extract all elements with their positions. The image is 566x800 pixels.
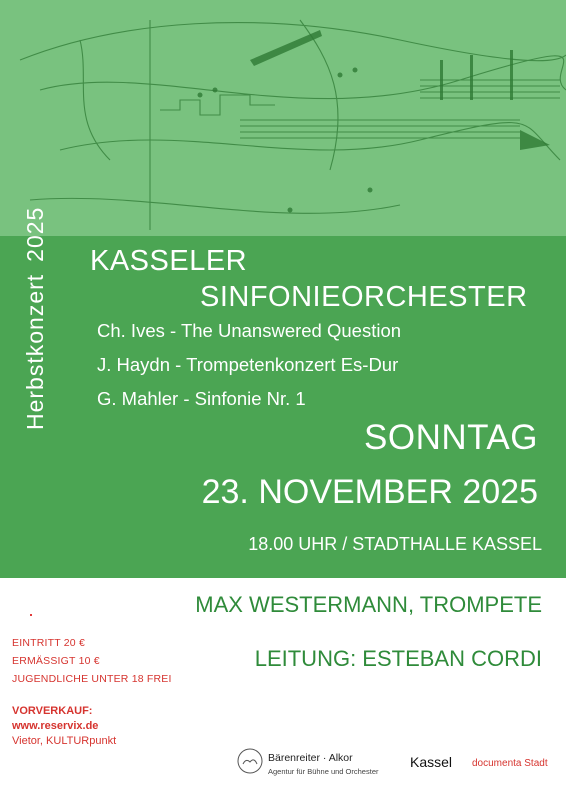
vertical-year: 2025 bbox=[22, 206, 48, 262]
program-item: J. Haydn - Trompetenkonzert Es-Dur bbox=[97, 354, 399, 375]
score-background bbox=[0, 0, 566, 236]
barenreiter-logo-icon bbox=[236, 747, 264, 775]
documenta-stadt-logo: documenta Stadt bbox=[472, 758, 548, 769]
decorative-dot bbox=[30, 614, 32, 616]
title-line-1: KASSELER bbox=[90, 245, 248, 277]
ticket-price-line: JUGENDLICHE UNTER 18 FREI bbox=[12, 673, 172, 685]
kassel-logo: Kassel bbox=[410, 754, 453, 770]
presale-label: VORVERKAUF: bbox=[12, 705, 93, 717]
title-line-2: SINFONIEORCHESTER bbox=[200, 281, 528, 313]
soloist: MAX WESTERMANN, TROMPETE bbox=[195, 592, 542, 617]
event-time-venue: 18.00 UHR / STADTHALLE KASSEL bbox=[248, 534, 542, 554]
event-date: 23. NOVEMBER 2025 bbox=[201, 473, 538, 511]
herbstkonzert-vertical bbox=[22, 207, 49, 430]
program-item: G. Mahler - Sinfonie Nr. 1 bbox=[97, 388, 306, 409]
barenreiter-subtitle: Agentur für Bühne und Orchester bbox=[268, 767, 379, 776]
presale-url[interactable]: www.reservix.de bbox=[12, 720, 99, 732]
ticket-price-line: ERMÄSSIGT 10 € bbox=[12, 655, 100, 667]
event-day: SONNTAG bbox=[364, 418, 538, 457]
graphic-score-illustration bbox=[0, 0, 566, 236]
presale-outlets: Vietor, KULTURpunkt bbox=[12, 735, 117, 747]
vertical-label: Herbstkonzert bbox=[22, 273, 48, 430]
ticket-price-line: EINTRITT 20 € bbox=[12, 637, 86, 649]
program-item: Ch. Ives - The Unanswered Question bbox=[97, 320, 402, 341]
conductor: LEITUNG: ESTEBAN CORDI bbox=[254, 646, 542, 671]
barenreiter-name: Bärenreiter · Alkor bbox=[268, 752, 353, 764]
